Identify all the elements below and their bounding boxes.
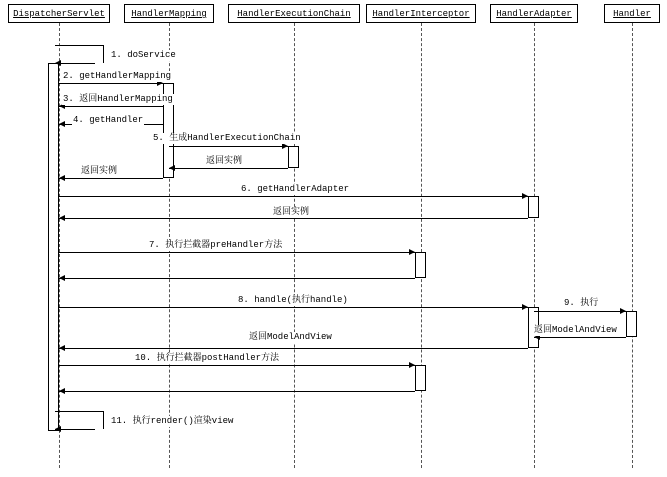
activation-handlerinterceptor-pre bbox=[415, 252, 426, 278]
arrowhead-15 bbox=[409, 362, 415, 368]
message-label-11: 8. handle(执行handle) bbox=[238, 295, 348, 305]
message-line-6 bbox=[169, 168, 288, 169]
arrowhead-10 bbox=[409, 249, 415, 255]
arrowhead-7 bbox=[59, 175, 65, 181]
message-label-7: 返回实例 bbox=[81, 166, 118, 176]
message-line-15-return bbox=[59, 391, 415, 392]
message-line-2 bbox=[59, 83, 163, 84]
participant-handlermapping[interactable] bbox=[124, 4, 214, 23]
message-label-16: 11. 执行render()渲染view bbox=[111, 416, 234, 426]
message-label-14: 返回ModelAndView bbox=[249, 332, 332, 342]
message-label-5: 5. 生成HandlerExecutionChain bbox=[153, 133, 301, 143]
message-line-5 bbox=[169, 146, 288, 147]
message-line-13 bbox=[534, 337, 626, 338]
message-line-10-return bbox=[59, 278, 415, 279]
message-label-4: 4. getHandler bbox=[73, 115, 144, 125]
message-label-3: 3. 返回HandlerMapping bbox=[63, 94, 173, 104]
message-line-3 bbox=[59, 106, 163, 107]
arrowhead-4 bbox=[59, 121, 65, 127]
message-line-15 bbox=[59, 365, 415, 366]
message-line-11 bbox=[59, 307, 528, 308]
participant-label: HandlerAdapter bbox=[496, 9, 572, 19]
arrowhead-11 bbox=[522, 304, 528, 310]
message-label-1: 1. doService bbox=[111, 50, 176, 60]
activation-handleradapter-get bbox=[528, 196, 539, 218]
arrowhead-9 bbox=[59, 215, 65, 221]
participant-handleradapter[interactable] bbox=[490, 4, 578, 23]
arrowhead-6 bbox=[169, 165, 175, 171]
lifeline-dispatcherservlet bbox=[59, 23, 60, 468]
lifeline-handleradapter bbox=[534, 23, 535, 468]
lifeline-handlerinterceptor bbox=[421, 23, 422, 468]
arrowhead-8 bbox=[522, 193, 528, 199]
message-label-9: 返回实例 bbox=[273, 207, 310, 217]
activation-handlerexecutionchain bbox=[288, 146, 299, 168]
message-label-15: 10. 执行拦截器postHandler方法 bbox=[135, 353, 280, 363]
activation-handler bbox=[626, 311, 637, 337]
lifeline-handlerexecutionchain bbox=[294, 23, 295, 468]
message-line-10 bbox=[59, 252, 415, 253]
participant-label: DispatcherServlet bbox=[13, 9, 105, 19]
message-label-8: 6. getHandlerAdapter bbox=[241, 184, 350, 194]
message-label-10: 7. 执行拦截器preHandler方法 bbox=[149, 240, 283, 250]
arrowhead-14 bbox=[59, 345, 65, 351]
participant-label: HandlerMapping bbox=[131, 9, 207, 19]
arrowhead-10-return bbox=[59, 275, 65, 281]
activation-dispatcherservlet bbox=[48, 63, 59, 431]
arrowhead-doservice bbox=[55, 60, 61, 66]
message-line-12 bbox=[534, 311, 626, 312]
participant-handler[interactable] bbox=[604, 4, 660, 23]
message-line-14 bbox=[59, 348, 528, 349]
participant-handlerexecutionchain[interactable] bbox=[228, 4, 360, 23]
arrowhead-12 bbox=[620, 308, 626, 314]
arrowhead-render bbox=[55, 426, 61, 432]
participant-label: HandlerExecutionChain bbox=[237, 9, 351, 19]
message-line-9 bbox=[59, 218, 528, 219]
participant-label: Handler bbox=[613, 9, 651, 19]
message-label-6: 返回实例 bbox=[206, 156, 243, 166]
participant-dispatcherservlet[interactable] bbox=[8, 4, 110, 23]
participant-handlerinterceptor[interactable] bbox=[366, 4, 476, 23]
lifeline-handler bbox=[632, 23, 633, 468]
message-line-8 bbox=[59, 196, 528, 197]
message-label-2: 2. getHandlerMapping bbox=[63, 71, 172, 81]
message-line-7 bbox=[59, 178, 163, 179]
activation-handlerinterceptor-post bbox=[415, 365, 426, 391]
participant-label: HandlerInterceptor bbox=[372, 9, 470, 19]
message-label-12: 9. 执行 bbox=[564, 298, 599, 308]
arrowhead-15-return bbox=[59, 388, 65, 394]
message-label-13: 返回ModelAndView bbox=[534, 325, 617, 335]
